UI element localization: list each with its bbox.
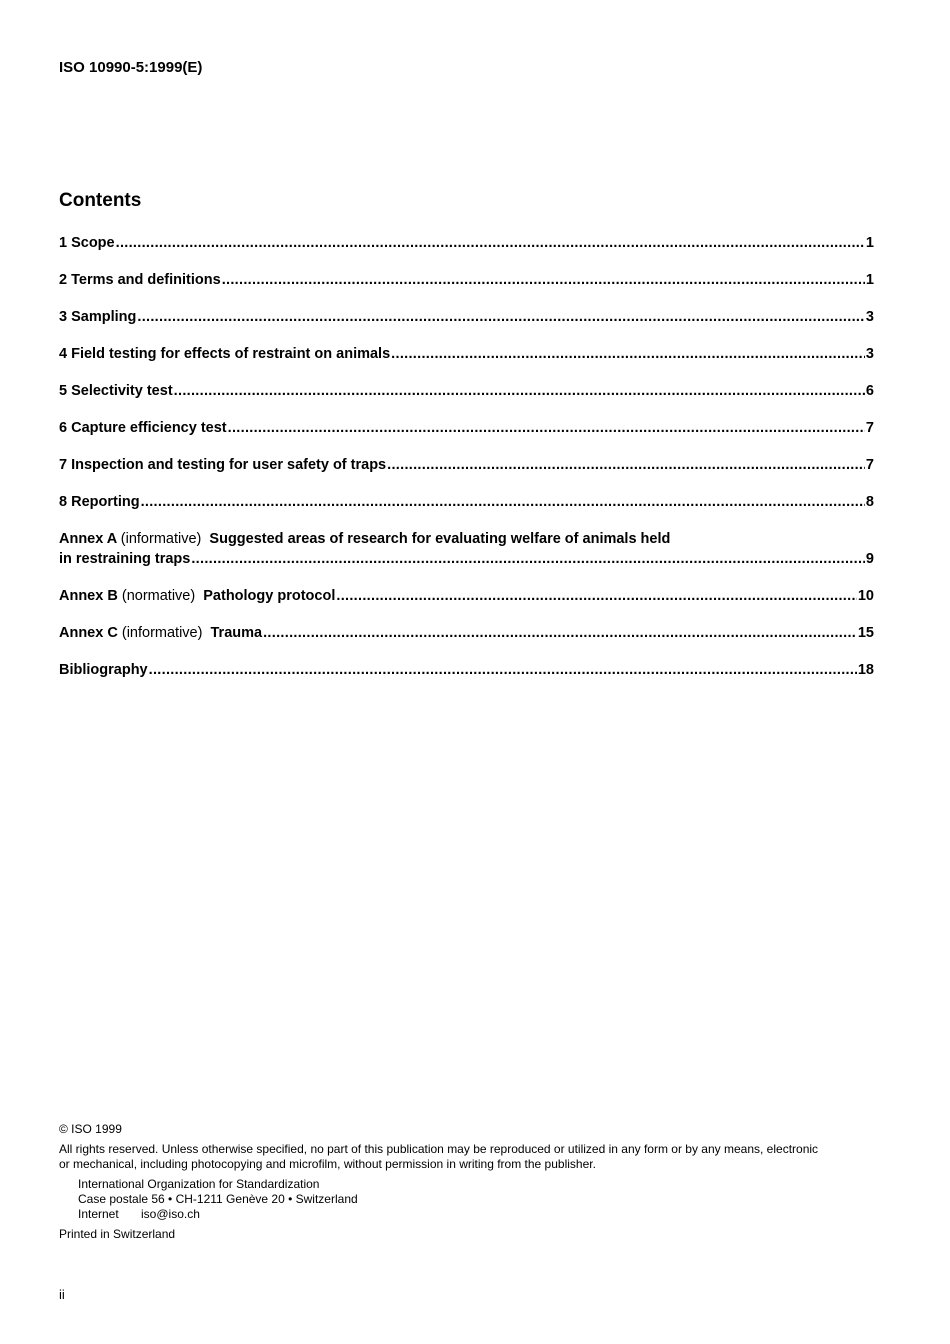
toc-page: 6 [865,383,874,399]
leader-dots [228,418,865,438]
leader-dots [141,492,865,512]
rights-statement [59,1142,874,1172]
rights-line-2: or mechanical, including photocopying and microfilm, without permission in writing from the publisher. [59,1157,596,1171]
toc-label: 2 Terms and definitions [59,272,221,288]
toc-label: Bibliography [59,662,148,678]
toc-entry-selectivity[interactable] [59,381,874,401]
table-of-contents [59,233,874,697]
printed-in: Printed in Switzerland [59,1227,176,1241]
toc-label: 3 Sampling [59,309,137,325]
toc-page: 15 [857,625,874,641]
toc-entry-scope[interactable] [59,233,874,253]
toc-entry-annex-a[interactable] [59,529,874,569]
org-address [59,1177,874,1222]
document-id: ISO 10990-5:1999(E) [59,59,203,76]
toc-entry-inspection[interactable] [59,455,874,475]
internet-email[interactable]: iso@iso.ch [141,1207,200,1221]
toc-page: 9 [865,551,874,567]
annex-title: Pathology protocol [203,588,336,604]
leader-dots [387,455,865,475]
annex-kind: (informative) [121,625,203,641]
contents-title: Contents [59,190,142,211]
leader-dots [174,381,865,401]
toc-label: 7 Inspection and testing for user safety of traps [59,457,387,473]
toc-entry-bibliography[interactable] [59,660,874,680]
leader-dots [391,344,865,364]
annex-title-line2: in restraining traps [59,551,191,567]
page-number: ii [59,1287,65,1302]
leader-dots [137,307,865,327]
org-name: International Organization for Standardization [78,1177,320,1191]
toc-entry-reporting[interactable] [59,492,874,512]
internet-label: Internet [78,1207,119,1221]
toc-label: 5 Selectivity test [59,383,173,399]
copyright-notice: © ISO 1999 [59,1122,122,1136]
rights-line-1: All rights reserved. Unless otherwise specified, no part of this publication may be reproduced or utilized in any form or by any means, electronic [59,1142,819,1156]
toc-page: 7 [865,457,874,473]
toc-page: 18 [857,662,874,678]
toc-label: 4 Field testing for effects of restraint on animals [59,346,391,362]
toc-page: 3 [865,346,874,362]
leader-dots [191,549,865,569]
toc-page: 10 [857,588,874,604]
annex-label: Annex B [59,588,118,604]
toc-entry-annex-b[interactable] [59,586,874,606]
annex-title-line1: Suggested areas of research for evaluating welfare of animals held [209,531,671,547]
toc-entry-capture-efficiency[interactable] [59,418,874,438]
annex-title: Trauma [210,625,263,641]
toc-page: 8 [865,494,874,510]
toc-label: 6 Capture efficiency test [59,420,227,436]
toc-page: 1 [865,272,874,288]
toc-entry-terms[interactable] [59,270,874,290]
toc-entry-annex-c[interactable] [59,623,874,643]
leader-dots [336,586,857,606]
copyright-footer [59,1122,874,1242]
leader-dots [222,270,865,290]
postal-address: Case postale 56 • CH-1211 Genève 20 • Switzerland [78,1192,358,1206]
toc-page: 3 [865,309,874,325]
toc-label: 1 Scope [59,235,115,251]
internet-line [78,1207,874,1222]
toc-page: 1 [865,235,874,251]
toc-entry-sampling[interactable] [59,307,874,327]
leader-dots [116,233,865,253]
toc-label: 8 Reporting [59,494,140,510]
annex-label: Annex C [59,625,118,641]
toc-entry-field-testing[interactable] [59,344,874,364]
annex-label: Annex A [59,531,117,547]
leader-dots [149,660,857,680]
leader-dots [263,623,857,643]
toc-page: 7 [865,420,874,436]
annex-kind: (normative) [121,588,196,604]
annex-kind: (informative) [120,531,202,547]
